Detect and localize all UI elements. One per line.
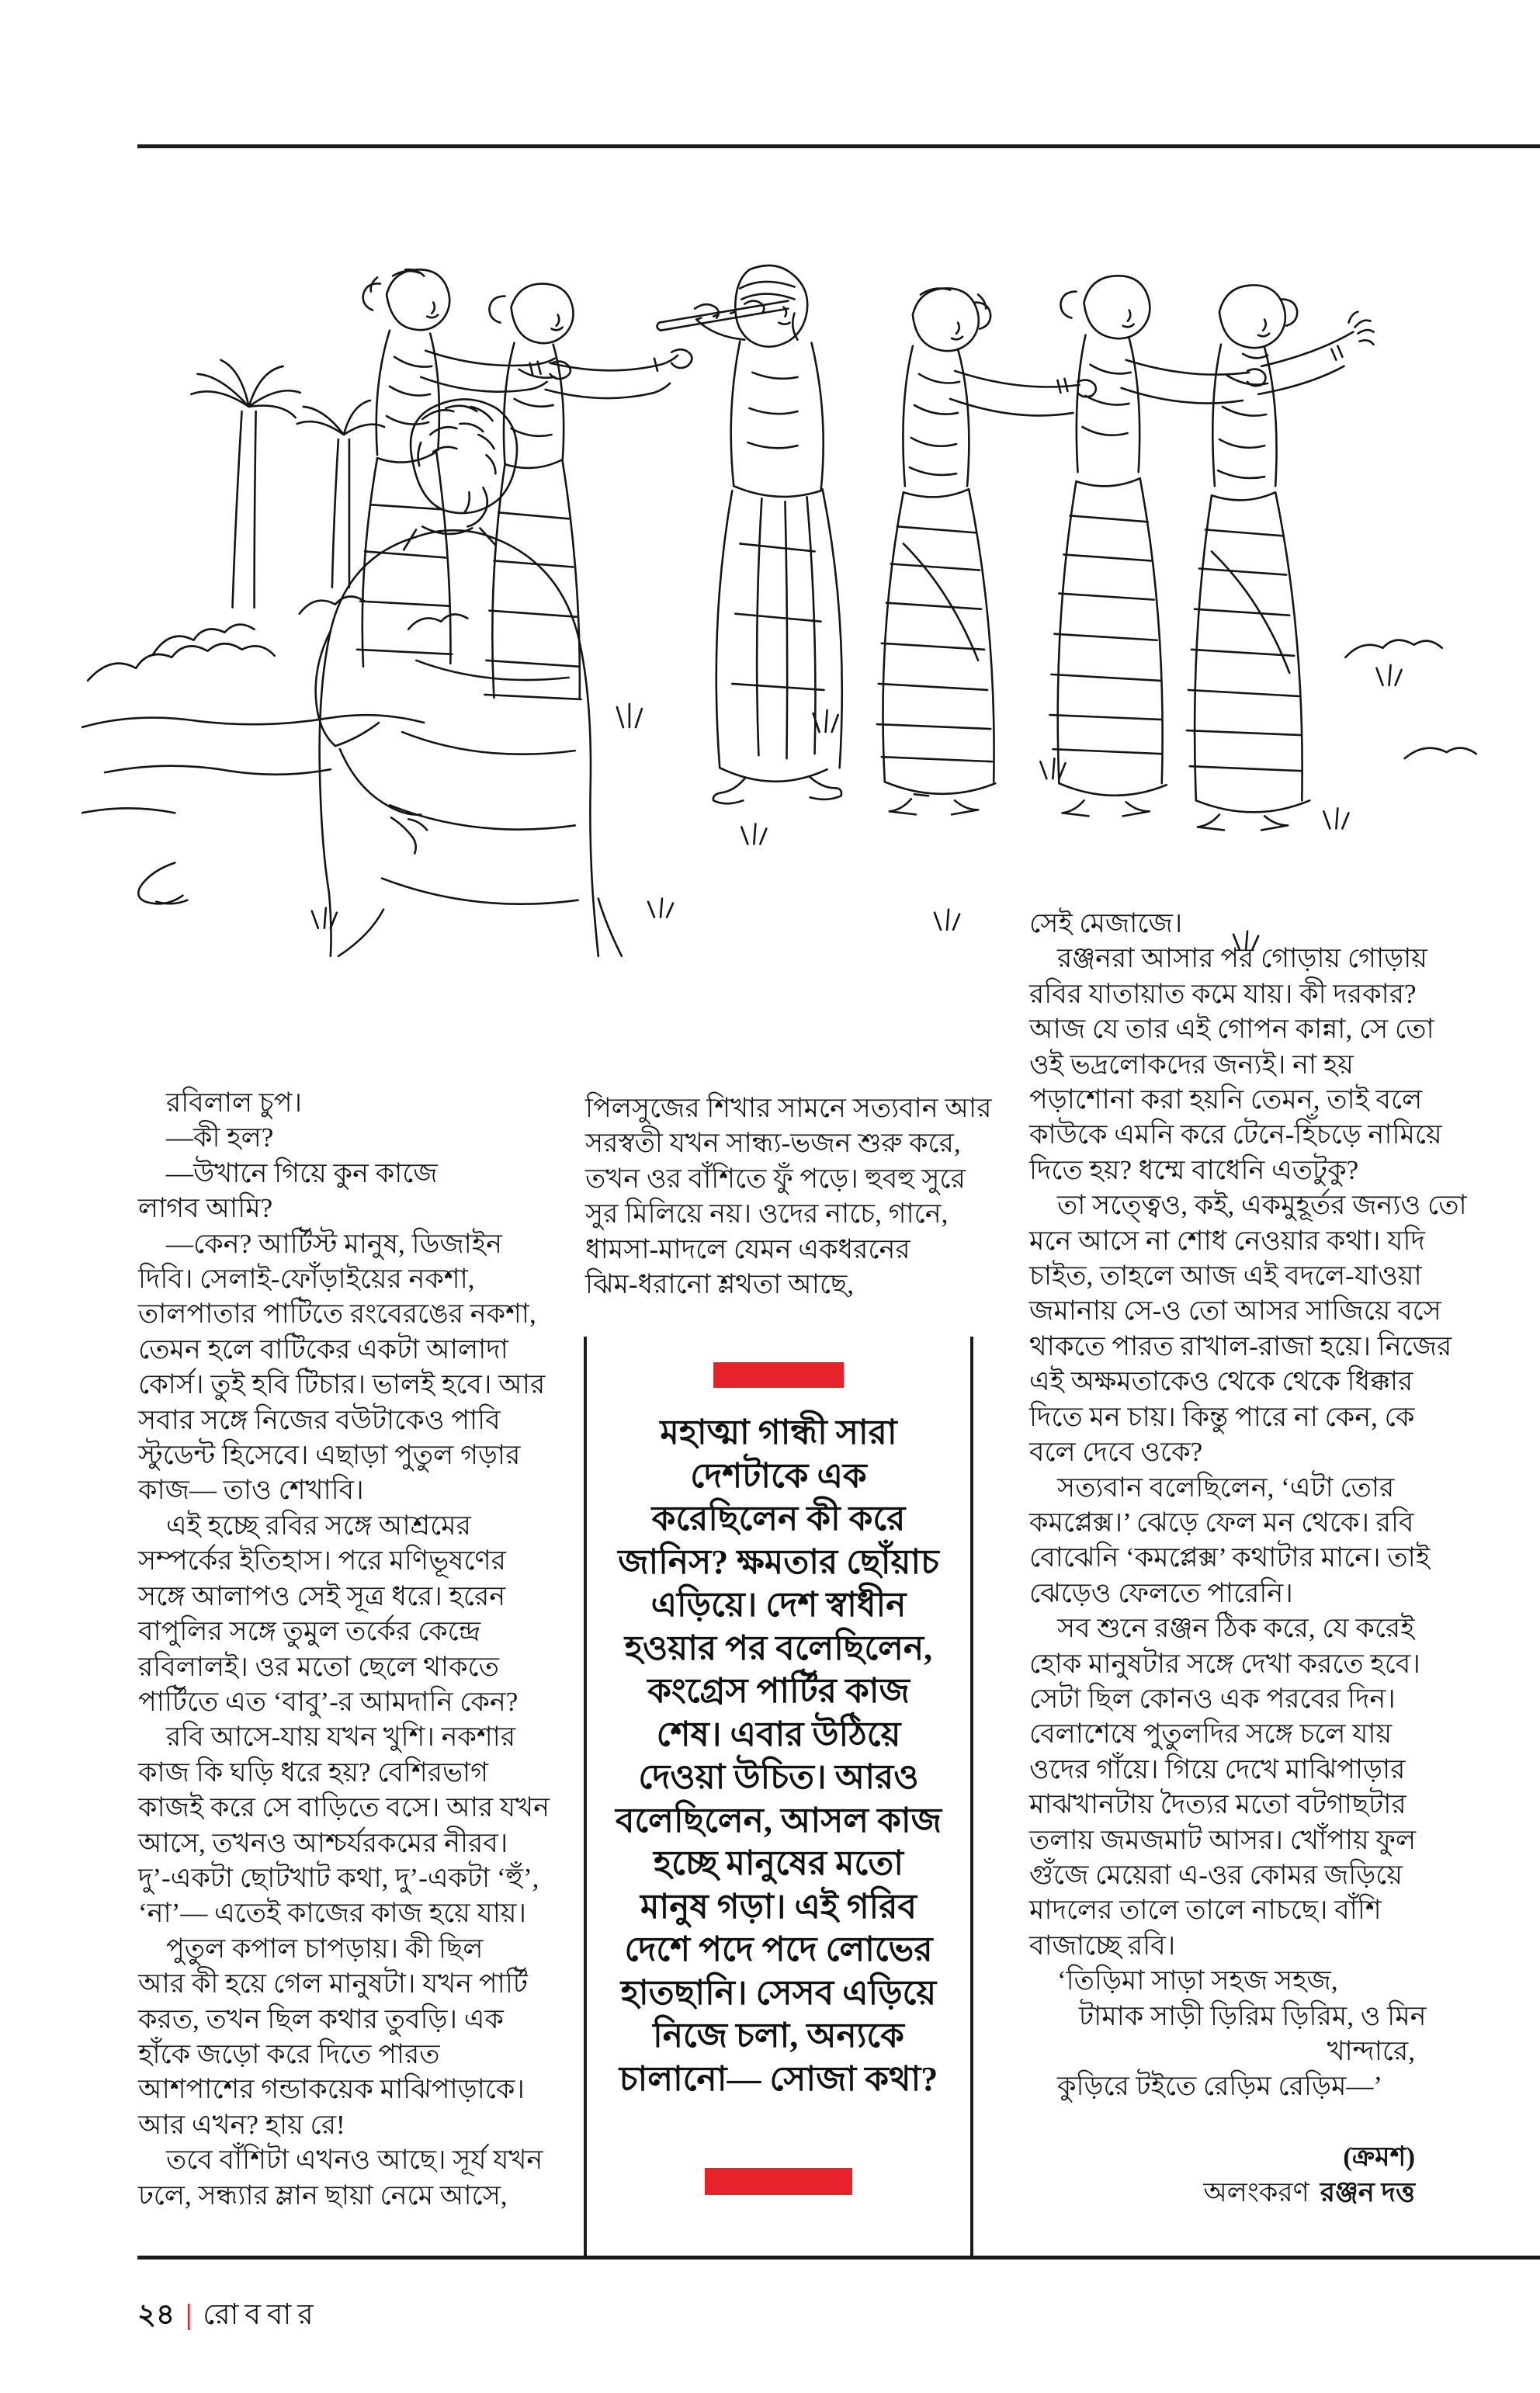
- text-line: দিবি। সেলাই-ফোঁড়াইয়ের নকশা,: [138, 1264, 475, 1295]
- text-line: দেশে পদে পদে লোভের: [624, 1930, 933, 1968]
- text-line: হচ্ছে মানুষের মতো: [654, 1844, 904, 1882]
- text-line: দেওয়া উচিত। আরও: [638, 1758, 919, 1796]
- text-line: এই অক্ষমতাকেও থেকে থেকে ধিক্কার: [1029, 1366, 1413, 1397]
- text-line: রবির যাতায়াত কমে যায়। কী দরকার?: [1029, 978, 1417, 1009]
- illustration-svg: [82, 177, 1514, 957]
- text-line: —উখানে গিয়ে কুন কাজে: [166, 1157, 438, 1188]
- top-rule: [137, 144, 1540, 148]
- text-line: বোঝেনি ‘কমপ্লেক্স’ কথাটার মানে। তাই: [1029, 1542, 1431, 1573]
- text-line: আর কী হয়ে গেল মানুষটা। যখন পার্টি: [138, 1968, 528, 1999]
- text-line: সঙ্গে আলাপও সেই সূত্র ধরে। হরেন: [138, 1580, 506, 1611]
- text-line: ঝেড়েও ফেলতে পারেনি।: [1029, 1577, 1293, 1608]
- text-line: পড়াশোনা করা হয়নি তেমন, তাই বলে: [1029, 1084, 1423, 1115]
- text-line: নিজে চলা, অন্যকে: [653, 2017, 904, 2055]
- text-line: তখন ওর বাঁশিতে ফুঁ পড়ে। হুবহু সুরে: [585, 1163, 966, 1194]
- text-line: হওয়ার পর বলেছিলেন,: [624, 1628, 933, 1667]
- text-line: তলায় জমজমাট আসর। খোঁপায় ফুল: [1029, 1824, 1417, 1855]
- pull-quote-top-bar: [713, 1362, 844, 1388]
- text-line: কাজ— তাও শেখাবি।: [138, 1475, 364, 1506]
- text-line: বাপুলির সঙ্গে তুমুল তর্কের কেন্দ্রে: [138, 1616, 481, 1647]
- text-line: দিতে হয়? ধম্মে বাধেনি এতটুকু?: [1029, 1154, 1359, 1185]
- text-line: রবিলাল চুপ।: [166, 1087, 302, 1118]
- illustration: [82, 177, 1514, 957]
- text-line: কোর্স। তুই হবি টিচার। ভালই হবে। আর: [138, 1369, 546, 1400]
- text-line: ঝিম-ধরানো শ্লথতা আছে,: [585, 1269, 854, 1300]
- text-line: পার্টিতে এত ‘বাবু’-র আমদানি কেন?: [138, 1686, 519, 1717]
- text-line: মাঝখানটায় দৈত্যর মতো বটগাছটার: [1029, 1789, 1406, 1820]
- text-line: দিতে মন চায়। কিন্তু পারে না কেন, কে: [1029, 1401, 1415, 1432]
- text-line: স্টুডেন্ট হিসেবে। এছাড়া পুতুল গড়ার: [138, 1440, 521, 1471]
- text-line: এই হচ্ছে রবির সঙ্গে আশ্রমের: [166, 1510, 471, 1541]
- text-line: ‘না’— এতেই কাজের কাজ হয়ে যায়।: [138, 1898, 526, 1929]
- text-line: লাগব আমি?: [138, 1193, 273, 1224]
- text-line: কাউকে এমনি করে টেনে-হিঁচড়ে নামিয়ে: [1029, 1119, 1442, 1150]
- bottom-rule: [137, 2256, 1540, 2259]
- text-line: মনে আসে না শোধ নেওয়ার কথা। যদি: [1029, 1225, 1425, 1256]
- text-line: রবিলালই। ওর মতো ছেলে থাকতে: [138, 1651, 499, 1682]
- text-line: বলে দেবে ওকে?: [1029, 1437, 1203, 1468]
- credit-label: অলংকরণ: [1203, 2176, 1309, 2207]
- text-line: দু’-একটা ছোটখাট কথা, দু’-একটা ‘হুঁ’,: [138, 1862, 539, 1893]
- text-line: সবার সঙ্গে নিজের বউটাকেও পাবি: [138, 1404, 501, 1435]
- text-line: সম্পর্কের ইতিহাস। পরে মণিভূষণের: [138, 1545, 506, 1576]
- text-line: তা সত্ত্বেও, কই, একমুহূর্তর জন্যও তো: [1057, 1190, 1467, 1221]
- text-line: আর এখন? হায় রে!: [138, 2109, 345, 2140]
- background-trees: [82, 360, 1476, 813]
- magazine-title: রোববার: [203, 2299, 320, 2331]
- text-line: কাজই করে সে বাড়িতে বসে। আর যখন: [138, 1792, 550, 1823]
- illustration-credit: [1029, 2175, 1415, 2210]
- text-line: ‘তিড়িমা সাড়া সহজ সহজ,: [1057, 1965, 1338, 1996]
- text-line: বেলাশেষে পুতুলদির সঙ্গে চলে যায়: [1029, 1718, 1393, 1750]
- text-line: সেটা ছিল কোনও এক পরবের দিন।: [1029, 1683, 1396, 1714]
- text-line: জানিস? ক্ষমতার ছোঁয়াচ: [618, 1542, 939, 1581]
- text-line: আজ যে তার এই গোপন কান্না, সে তো: [1029, 1014, 1434, 1045]
- flute-player: [657, 265, 841, 803]
- text-line: তবে বাঁশিটা এখনও আছে। সূর্য যখন: [166, 2145, 543, 2176]
- seated-man: [138, 399, 622, 955]
- text-line: এড়িয়ে। দেশ স্বাধীন: [650, 1586, 907, 1624]
- text-line: পিলসুজের শিখার সামনে সত্যবান আর: [585, 1093, 992, 1123]
- footer: [137, 2291, 320, 2340]
- text-line: করত, তখন ছিল কথার তুবড়ি। এক: [138, 2003, 504, 2034]
- text-line: গুঁজে মেয়েরা এ-ওর কোমর জড়িয়ে: [1029, 1859, 1403, 1890]
- dancer-right-1: [877, 288, 1096, 814]
- text-line: ওই ভদ্রলোকদের জন্যই। না হয়: [1029, 1049, 1354, 1080]
- text-line: কাজ কি ঘড়ি ধরে হয়? বেশিরভাগ: [138, 1757, 489, 1788]
- text-line: হাতছানি। সেসব এড়িয়ে: [620, 1973, 937, 2012]
- text-line: হাঁকে জড়ো করে দিতে পারত: [138, 2038, 440, 2069]
- text-line: জমানায় সে-ও তো আসর সাজিয়ে বসে: [1029, 1295, 1441, 1327]
- article-column-1: [138, 1085, 561, 2213]
- continuation-marker: (ক্রমশ): [1343, 2142, 1415, 2173]
- text-line: —কী হল?: [166, 1122, 274, 1153]
- text-line: সত্যবান বলেছিলেন, ‘এটা তোর: [1057, 1472, 1395, 1503]
- text-line: মহাত্মা গান্ধী সারা: [660, 1413, 897, 1451]
- text-line: ওদের গাঁয়ে। গিয়ে দেখে মাঝিপাড়ার: [1029, 1753, 1406, 1784]
- text-line: মানুষ গড়া। এই গরিব: [640, 1887, 917, 1926]
- text-line: কমপ্লেক্স।’ ঝেড়ে ফেল মন থেকে। রবি: [1029, 1507, 1414, 1538]
- text-line: মাদলের তালে তালে নাচছে। বাঁশি: [1029, 1895, 1382, 1926]
- dancer-right-3: [1187, 285, 1374, 830]
- article-column-2: [585, 1091, 992, 1302]
- text-line: বাজাচ্ছে রবি।: [1029, 1930, 1176, 1961]
- article-column-3: [1029, 906, 1467, 2210]
- text-line: থাকতে পারত রাখাল-রাজা হয়ে। নিজের: [1029, 1330, 1452, 1361]
- text-line: —কেন? আর্টিস্ট মানুষ, ডিজাইন: [166, 1228, 502, 1259]
- text-line: সুর মিলিয়ে নয়। ওদের নাচে, গানে,: [585, 1198, 949, 1229]
- text-line: সেই মেজাজে।: [1029, 908, 1183, 938]
- text-line: শেষ। এবার উঠিয়ে: [656, 1715, 901, 1753]
- text-line: তালপাতার পাটিতে রংবেরঙের নকশা,: [138, 1299, 536, 1330]
- text-line: সরস্বতী যখন সান্ধ্য-ভজন শুরু করে,: [585, 1128, 961, 1159]
- pull-quote-bottom-bar: [705, 2168, 852, 2195]
- text-line: সব শুনে রঞ্জন ঠিক করে, যে করেই: [1057, 1613, 1415, 1644]
- text-line: ঢলে, সন্ধ্যার ম্লান ছায়া নেমে আসে,: [138, 2180, 508, 2211]
- text-line: পুতুল কপাল চাপড়ায়। কী ছিল: [166, 1933, 484, 1964]
- text-line: করেছিলেন কী করে: [651, 1500, 906, 1538]
- text-line: তেমন হলে বাটিকের একটা আলাদা: [138, 1333, 508, 1365]
- credit-name: রঞ্জন দত্ত: [1320, 2176, 1415, 2207]
- footer-separator: |: [186, 2299, 192, 2331]
- column-3-lines: [1029, 906, 1467, 2139]
- dancer-right-2: [1049, 276, 1265, 816]
- pull-quote-text: [587, 1411, 970, 2100]
- text-line: বলেছিলেন, আসল কাজ: [615, 1801, 942, 1840]
- text-line: হোক মানুষটার সঙ্গে দেখা করতে হবে।: [1029, 1648, 1420, 1679]
- text-line: দেশটাকে এক: [690, 1456, 867, 1495]
- text-line: রবি আসে-যায় যখন খুশি। নকশার: [166, 1722, 516, 1753]
- text-line: ধামসা-মাদলে যেমন একধরনের: [585, 1233, 910, 1264]
- text-line: আসে, তখনও আশ্চর্যরকমের নীরব।: [138, 1827, 508, 1858]
- text-line: খান্দারে,: [1327, 2036, 1415, 2066]
- page-number: ২৪: [137, 2299, 175, 2331]
- text-line: টামাক সাড়ী ড়িরিম ড়িরিম, ও মিন: [1079, 2000, 1427, 2031]
- text-line: [1029, 2104, 1415, 2139]
- text-line: আশপাশের গন্ডাকয়েক মাঝিপাড়াকে।: [138, 2074, 525, 2105]
- pull-quote-block: [584, 1337, 973, 2256]
- text-line: রঞ্জনরা আসার পর গোড়ায় গোড়ায়: [1057, 943, 1427, 974]
- text-line: চালানো— সোজা কথা?: [619, 2059, 938, 2098]
- text-line: কংগ্রেস পার্টির কাজ: [647, 1672, 910, 1710]
- text-line: চাইত, তাহলে আজ এই বদলে-যাওয়া: [1029, 1261, 1422, 1292]
- text-line: কুড়িরে টইতে রেড়িম রেড়িম—’: [1057, 2071, 1383, 2102]
- dancer-left-2: [484, 284, 692, 699]
